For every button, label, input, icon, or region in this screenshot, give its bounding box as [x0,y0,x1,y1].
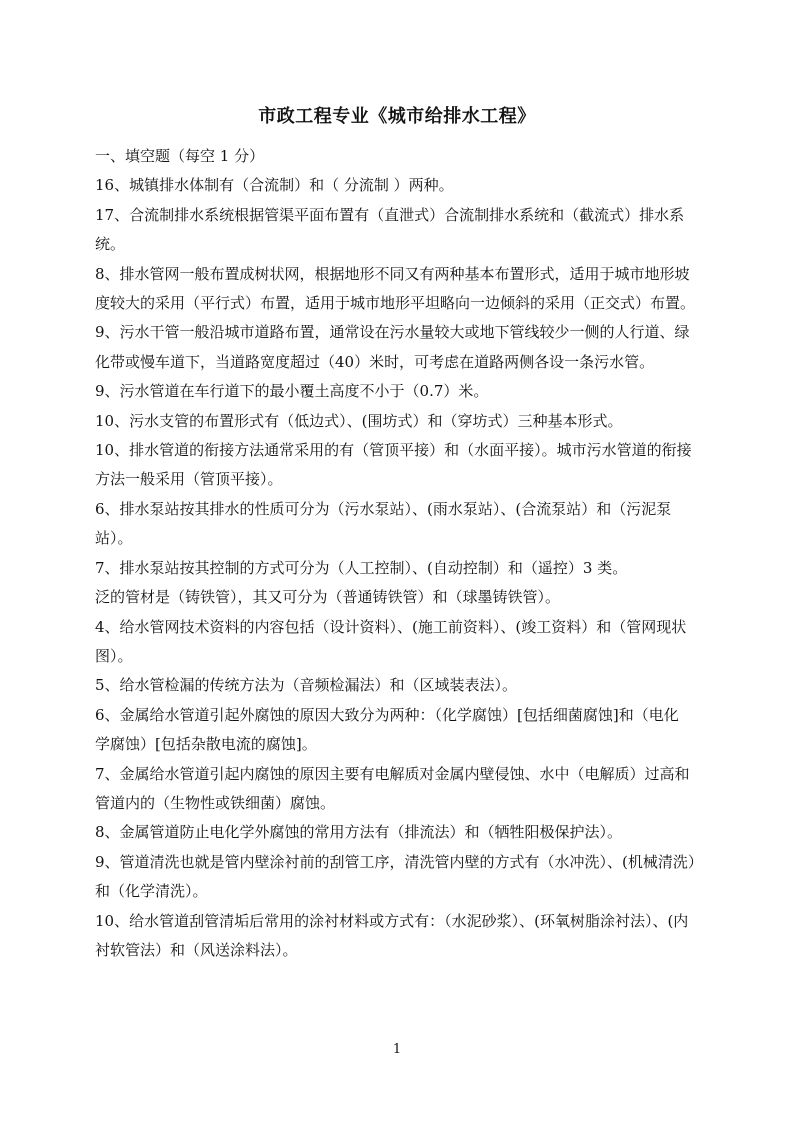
text-line: 10、污水支管的布置形式有（低边式）、(围坊式）和（穿坊式）三种基本形式。 [95,411,623,430]
document-title: 市政工程专业《城市给排水工程》 [258,106,536,127]
text-line: 9、污水干管一般沿城市道路布置，通常设在污水量较大或地下管线较少一侧的人行道、绿 [95,323,690,342]
text-line: 管道内的（生物性或铁细菌）腐蚀。 [95,793,336,812]
text-line: 和（化学清洗）。 [95,882,208,901]
text-line: 5、给水管检漏的传统方法为（音频检漏法）和（区域装表法）。 [95,676,518,695]
text-line: 泛的管材是（铸铁管），其又可分为（普通铸铁管）和（球墨铸铁管）。 [95,588,561,607]
text-line: 衬软管法）和（风送涂料法）。 [95,940,298,959]
text-line: 8、排水管网一般布置成树状网，根据地形不同又有两种基本布置形式，适用于城市地形坡 [95,264,690,283]
text-line: 方法一般采用（管顶平接）。 [95,470,283,489]
document-body [95,142,721,965]
text-line: 度较大的采用（平行式）布置，适用于城市地形平坦略向一边倾斜的采用（正交式）布置。 [95,294,696,313]
text-line: 16、城镇排水体制有（合流制）和（ 分流制 ）两种。 [95,176,454,195]
text-line: 17、合流制排水系统根据管渠平面布置有（直泄式）合流制排水系统和（截流式）排水系 [95,205,685,224]
text-line: 6、排水泵站按其排水的性质可分为（污水泵站）、(雨水泵站）、(合流泵站）和（污泥泵 [95,499,672,518]
text-line: 图）。 [95,646,133,665]
text-line: 10、给水管道刮管清垢后常用的涂衬材料或方式有：（水泥砂浆）、(环氧树脂涂衬法）、(内 [95,911,689,930]
text-line: 7、金属给水管道引起内腐蚀的原因主要有电解质对金属内壁侵蚀、水中（电解质）过高和 [95,764,690,783]
text-line: 10、排水管道的衔接方法通常采用的有（管顶平接）和（水面平接）。城市污水管道的衔接 [95,441,692,460]
text-line: 站）。 [95,529,133,548]
text-line: 统。 [95,235,126,254]
text-line: 化带或慢车道下，当道路宽度超过（40）米时，可考虑在道路两侧各设一条污水管。 [95,352,655,371]
text-line: 7、排水泵站按其控制的方式可分为（人工控制）、(自动控制）和（遥控）3 类。 [95,558,628,577]
page-number: 1 [392,1042,402,1057]
text-line: 4、给水管网技术资料的内容包括（设计资料）、(施工前资料）、(竣工资料）和（管网现状 [95,617,687,636]
text-line: 一、填空题（每空 1 分） [95,147,265,165]
text-line: 学腐蚀）[包括杂散电流的腐蚀]。 [95,735,317,754]
text-line: 9、管道清洗也就是管内壁涂衬前的刮管工序，清洗管内壁的方式有（水冲洗）、(机械清洗） [95,852,703,871]
text-line: 8、金属管道防止电化学外腐蚀的常用方法有（排流法）和（牺牲阳极保护法）。 [95,823,623,842]
text-line: 6、金属给水管道引起外腐蚀的原因大致分为两种：（化学腐蚀）[包括细菌腐蚀]和（电化 [95,705,679,724]
text-line: 9、污水管道在车行道下的最小覆土高度不小于（0.7）米。 [95,382,489,401]
